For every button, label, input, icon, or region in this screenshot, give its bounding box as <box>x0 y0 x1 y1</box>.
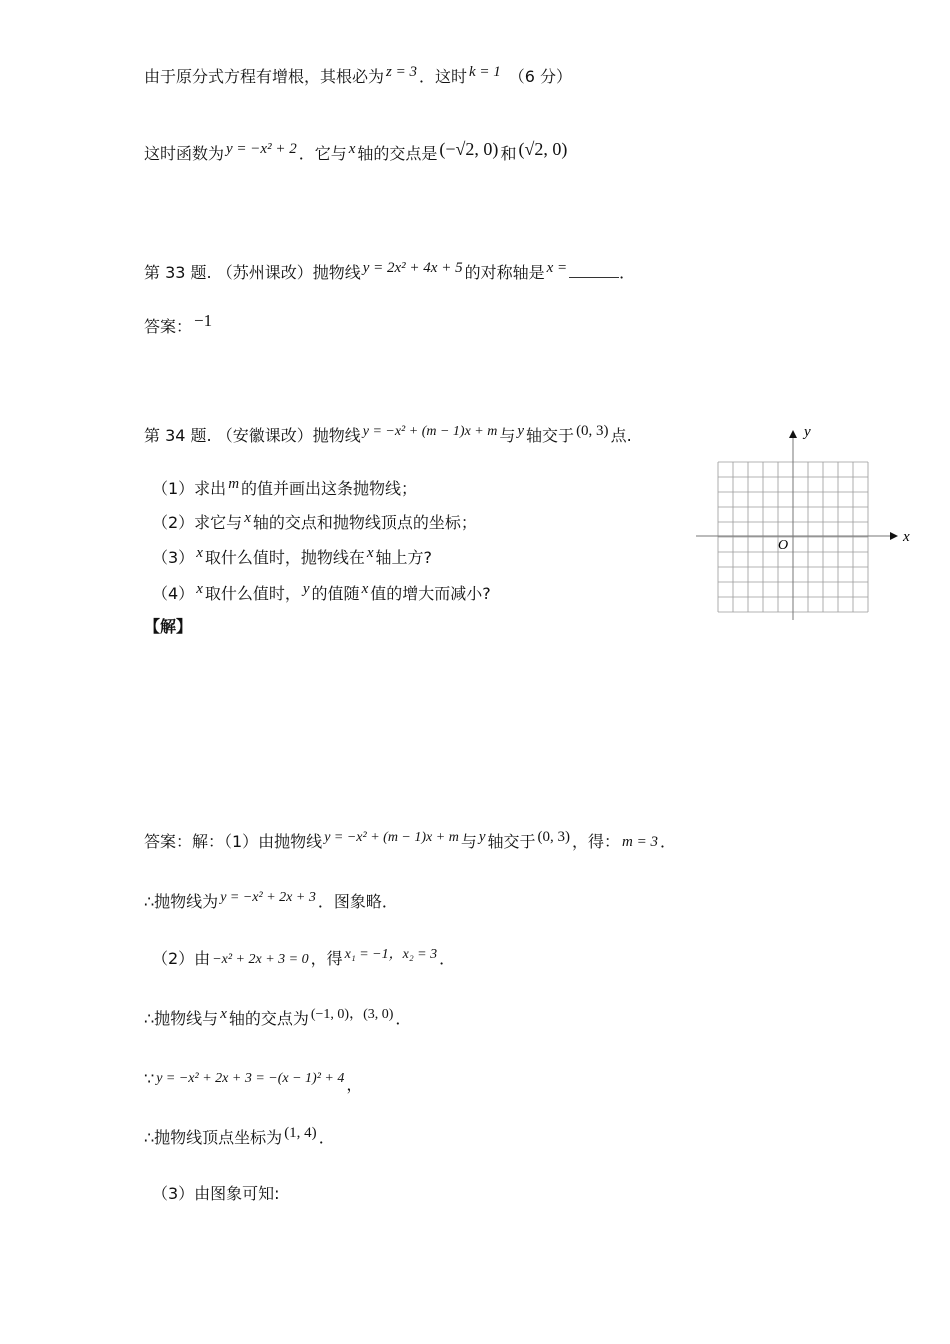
answer-line-4: ∴抛物线与 x 轴的交点为 (−1, 0)，(3, 0) ． <box>144 1006 412 1028</box>
question-34: 第 34 题. （安徽课改）抛物线 y = −x² + (m − 1)x + m 与 y 轴交于 (0, 3) 点. <box>144 423 632 445</box>
q34-part-2: （2）求它与 x 轴的交点和抛物线顶点的坐标； <box>152 510 477 532</box>
math-function: y = −x² + 2 <box>226 141 297 157</box>
question-33: 第 33 题. （苏州课改）抛物线 y = 2x² + 4x + 5 的对称轴是 x = ． <box>144 260 636 282</box>
answer-line-3: （2）由 −x² + 2x + 3 = 0 ，得 x₁ = −1，x₂ = 3 ． <box>152 947 456 968</box>
q34-point: (0, 3) <box>576 423 609 439</box>
answer-line-5: ∵ y = −x² + 2x + 3 = −(x − 1)² + 4 ， <box>144 1069 363 1094</box>
score: （6 分） <box>508 67 573 86</box>
math-k: k = 1 <box>469 64 501 80</box>
solution-label: 【解】 <box>144 617 193 636</box>
q33-answer-value: −1 <box>194 311 213 330</box>
line-root-conclusion: 由于原分式方程有增根，其根必为 z = 3 ．这时 k = 1 （6 分） <box>144 64 573 86</box>
answer-line-2: ∴抛物线为 y = −x² + 2x + 3 ．图象略． <box>144 890 398 911</box>
x-axis-arrow <box>890 532 898 540</box>
answer-line-6: ∴抛物线顶点坐标为 (1, 4) ． <box>144 1125 335 1147</box>
q34-part-4: （4） x 取什么值时， y 的值随 x 值的增大而减小? <box>152 581 491 603</box>
origin-label: O <box>778 538 789 553</box>
answer-line-7: （3）由图象可知: <box>152 1184 280 1203</box>
q34-number: 第 34 题. <box>144 426 212 445</box>
q34-part-1: （1）求出 m 的值并画出这条抛物线； <box>152 476 418 498</box>
math-point-2: (√2, 0) <box>518 139 568 159</box>
y-axis-arrow <box>789 430 797 438</box>
math-point-1: (−√2, 0) <box>439 139 499 159</box>
x-axis-label: x <box>903 529 910 545</box>
q33-equation: y = 2x² + 4x + 5 <box>362 260 463 276</box>
answer-line-1: 答案：解：（1）由抛物线 y = −x² + (m − 1)x + m 与 y 轴交于 (0, 3) ，得： m = 3 ． <box>144 829 677 851</box>
q33-number: 第 33 题. <box>144 263 212 282</box>
math-z: z = 3 <box>386 64 417 80</box>
y-axis-label: y <box>804 424 811 440</box>
q34-equation: y = −x² + (m − 1)x + m <box>362 424 498 439</box>
q33-answer: 答案： −1 <box>144 311 213 336</box>
coordinate-grid-figure <box>690 420 920 630</box>
line-function: 这时函数为 y = −x² + 2 ．它与 x 轴的交点是 (−√2, 0) 和 (√2, 0) <box>144 139 568 163</box>
q34-part-3: （3） x 取什么值时，抛物线在 x 轴上方? <box>152 545 433 567</box>
answer-blank <box>569 263 619 278</box>
